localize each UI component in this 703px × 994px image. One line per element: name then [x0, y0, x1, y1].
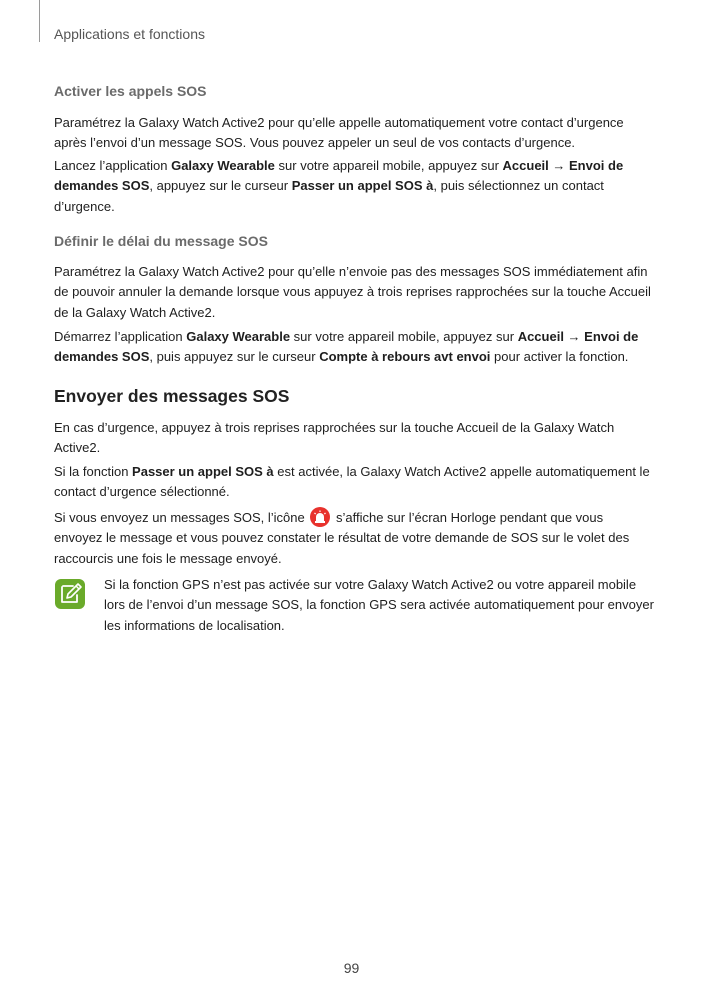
setting-passer-appel-sos: Passer un appel SOS à: [132, 464, 274, 479]
menu-envoi-demandes-sos: Envoi de demandes SOS: [54, 158, 624, 194]
paragraph: Si la fonction Passer un appel SOS à est activée, la Galaxy Watch Active2 appelle automatiquement le contact d’urgence sélectionné.: [54, 464, 650, 500]
menu-accueil: Accueil: [502, 158, 549, 173]
paragraph: Paramétrez la Galaxy Watch Active2 pour qu’elle n’envoie pas des messages SOS immédiatement afin de pouvoir annuler la demande lorsque vous appuyez à trois reprises rapprochées sur la touche Accueil de la Galaxy Watch Active2.: [54, 264, 651, 320]
menu-envoi-demandes-sos: Envoi de demandes SOS: [54, 329, 639, 365]
app-name: Galaxy Wearable: [186, 329, 291, 344]
heading-envoyer-messages-sos: Envoyer des messages SOS: [54, 386, 290, 406]
header-rule: [39, 0, 40, 42]
paragraph: Paramétrez la Galaxy Watch Active2 pour qu’elle appelle automatiquement votre contact d’urgence après l’envoi d’un message SOS. Vous pouvez appeler un seul de vos contacts d’urgence.: [54, 115, 624, 151]
heading-definir-delai: Définir le délai du message SOS: [54, 233, 268, 249]
paragraph: En cas d’urgence, appuyez à trois reprises rapprochées sur la touche Accueil de la Galaxy Watch Active2.: [54, 420, 615, 456]
setting-passer-appel-sos: Passer un appel SOS à: [291, 178, 434, 194]
menu-accueil: Accueil: [517, 329, 564, 344]
paragraph-instructions: Démarrez l’application Galaxy Wearable sur votre appareil mobile, appuyez sur Accueil → Envoi de demandes SOS, puis appuyez sur le curseur Compte à rebours avt envoi pour activer la fonction.: [54, 329, 639, 365]
paragraph-sos-icon: Si vous envoyez un messages SOS, l’icône s’affiche sur l’écran Horloge pendant que vous envoyez le message et vous pouvez constater le résultat de votre demande de SOS sur le volet des raccourcis une fois le message envoyé.: [54, 507, 654, 569]
page-number: 99: [343, 960, 360, 976]
heading-activer-appels-sos: Activer les appels SOS: [54, 83, 207, 99]
sos-alert-icon: [310, 507, 330, 527]
note-text: Si la fonction GPS n’est pas activée sur votre Galaxy Watch Active2 ou votre appareil mobile lors de l’envoi d’un message SOS, la fonction GPS sera activée automatiquement pour envoyer les informations de localisation.: [104, 577, 654, 633]
note-pencil-icon: [54, 578, 86, 610]
setting-compte-a-rebours: Compte à rebours avt envoi: [319, 349, 491, 365]
page-header: Applications et fonctions: [54, 26, 205, 42]
paragraph-instructions: Lancez l’application Galaxy Wearable sur votre appareil mobile, appuyez sur Accueil → Envoi de demandes SOS, appuyez sur le curseur Passer un appel SOS à, puis sélectionnez un contact d’urgence.: [54, 158, 624, 214]
app-name: Galaxy Wearable: [171, 158, 275, 173]
